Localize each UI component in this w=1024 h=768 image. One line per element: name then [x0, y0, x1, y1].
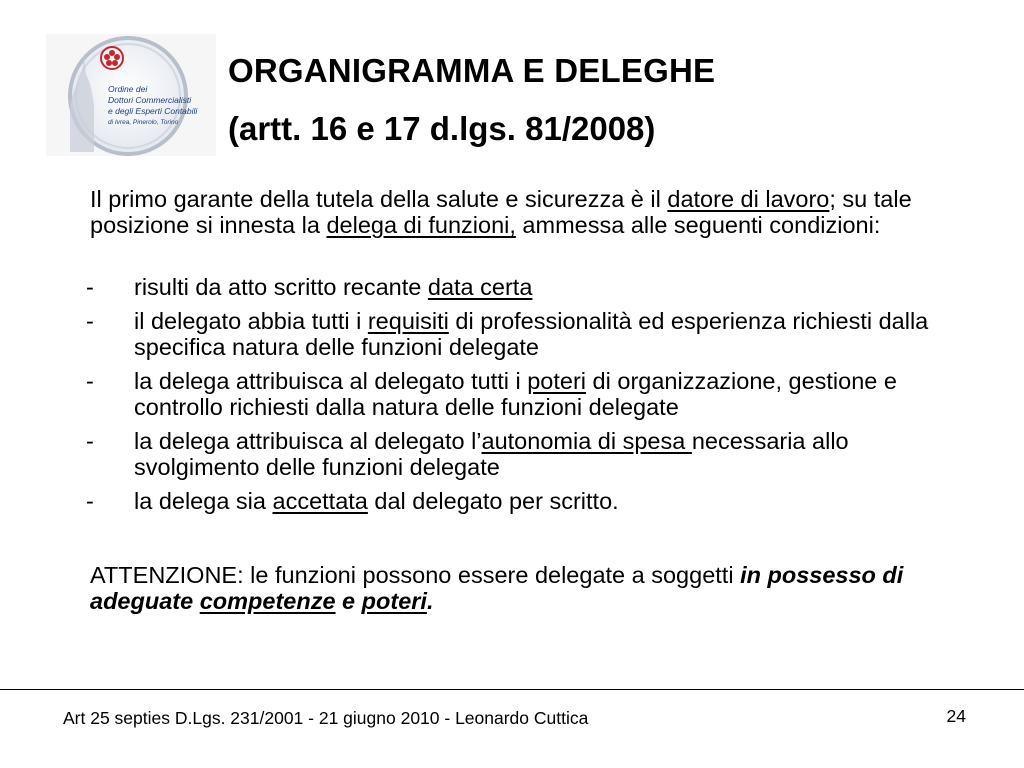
bullet-4-underline: autonomia di spesa	[481, 428, 692, 454]
attention-bold-3: .	[426, 588, 434, 614]
attention-bold-1: in possesso di adeguate	[90, 562, 904, 614]
bullet-5-underline: accettata	[272, 488, 368, 514]
list-item	[0, 308, 1024, 360]
slide-subtitle: (artt. 16 e 17 d.lgs. 81/2008)	[228, 110, 656, 147]
list-dash: -	[86, 488, 94, 514]
intro-text-1: Il primo garante della tutela della salute e sicurezza è il	[90, 186, 668, 212]
bullet-3-text: la delega attribuisca al delegato tutti i	[134, 368, 528, 394]
bullet-1-text: risulti da atto scritto recante	[134, 274, 428, 300]
attention-poteri: poteri	[361, 588, 427, 614]
intro-paragraph	[90, 186, 960, 238]
list-item	[0, 368, 1024, 420]
list-item	[0, 274, 1024, 300]
intro-underline-delega: delega di funzioni,	[326, 212, 516, 238]
attention-bold-2: e	[335, 588, 362, 614]
attention-paragraph	[90, 562, 960, 614]
intro-text-3: ammessa alle seguenti condizioni:	[515, 212, 881, 238]
conditions-list	[0, 274, 1024, 522]
bullet-4-text-end: necessaria allo svolgimento delle funzioni delegate	[134, 428, 849, 480]
bullet-2-text-end: di professionalità ed esperienza richiesti dalla specifica natura delle funzioni delegate	[134, 308, 929, 360]
page-number: 24	[946, 706, 966, 726]
slide-title: ORGANIGRAMMA E DELEGHE	[228, 52, 716, 89]
attention-text: ATTENZIONE: le funzioni possono essere delegate a soggetti	[90, 562, 741, 588]
intro-underline-datore: datore di lavoro	[667, 186, 830, 212]
bullet-5-text: la delega sia	[134, 488, 273, 514]
logo-line-4: di Ivrea, Pinerolo, Torino	[108, 119, 179, 126]
bullet-2-underline: requisiti	[367, 308, 449, 334]
list-dash: -	[86, 274, 94, 300]
list-item	[0, 488, 1024, 514]
intro-text-2: ; su tale posizione si innesta la	[90, 186, 912, 238]
bullet-1-underline: data certa	[427, 274, 533, 300]
list-dash: -	[86, 428, 94, 454]
logo-line-1: Ordine dei	[108, 84, 148, 94]
ordine-emblem-icon	[46, 34, 216, 156]
bullet-3-text-end: di organizzazione, gestione e controllo richiesti dalla natura delle funzioni delegate	[134, 368, 897, 420]
organization-logo	[46, 34, 216, 156]
list-dash: -	[86, 308, 94, 334]
bullet-5-text-end: dal delegato per scritto.	[367, 488, 619, 514]
bullet-4-text: la delega attribuisca al delegato l’	[134, 428, 482, 454]
footer-text: Art 25 septies D.Lgs. 231/2001 - 21 giugno 2010 - Leonardo Cuttica	[63, 708, 589, 728]
logo-line-3: e degli Esperti Contabili	[108, 106, 198, 116]
footer-divider	[0, 689, 1024, 690]
logo-line-2: Dottori Commercialisti	[108, 95, 192, 105]
bullet-3-underline: poteri	[527, 368, 587, 394]
list-item	[0, 428, 1024, 480]
bullet-2-text: il delegato abbia tutti i	[134, 308, 368, 334]
list-dash: -	[86, 368, 94, 394]
attention-competenze: competenze	[199, 588, 336, 614]
